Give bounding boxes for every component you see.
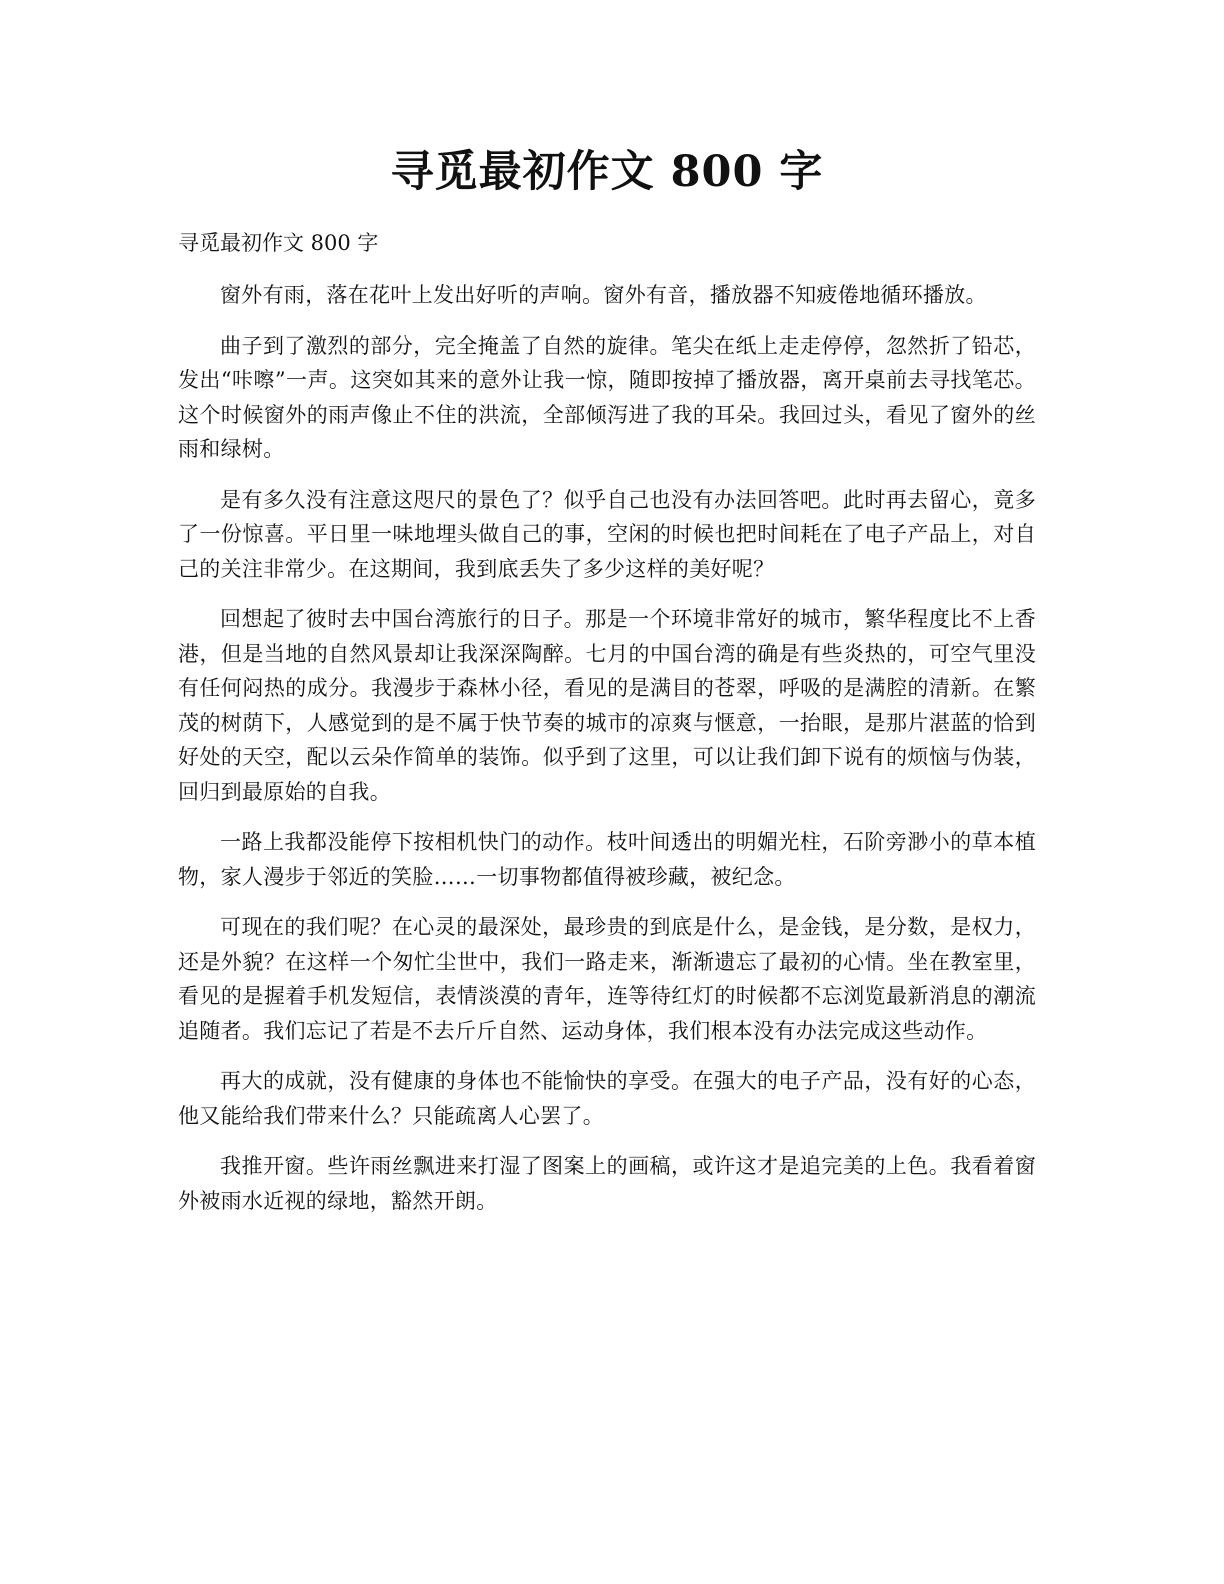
paragraph: 再大的成就，没有健康的身体也不能愉快的享受。在强大的电子产品，没有好的心态，他又能给我们带来什么？只能疏离人心罢了。 [178,1069,1036,1128]
paragraph: 我推开窗。些许雨丝飘进来打湿了图案上的画稿，或许这才是追完美的上色。我看着窗外被雨水近视的绿地，豁然开朗。 [178,1154,1036,1213]
paragraph: 一路上我都没能停下按相机快门的动作。枝叶间透出的明媚光柱，石阶旁渺小的草本植物，家人漫步于邻近的笑脸……一切事物都值得被珍藏，被纪念。 [178,830,1036,889]
document-title: 寻觅最初作文 800 字 [390,147,824,197]
paragraph: 可现在的我们呢？在心灵的最深处，最珍贵的到底是什么，是金钱，是分数，是权力，还是外貌？在这样一个匆忙尘世中，我们一路走来，渐渐遗忘了最初的心情。坐在教室里，看见的是握着手机发短信，表情淡漠的青年，连等待红灯的时候都不忘浏览最新消息的潮流追随者。我们忘记了若是不去斤斤自然、运动身体，我们根本没有办法完成这些动作。 [178,915,1036,1043]
paragraph: 窗外有雨，落在花叶上发出好听的声响。窗外有音，播放器不知疲倦地循环播放。 [220,283,987,307]
document-body [178,278,1036,1218]
paragraph: 回想起了彼时去中国台湾旅行的日子。那是一个环境非常好的城市，繁华程度比不上香港，但是当地的自然风景却让我深深陶醉。七月的中国台湾的确是有些炎热的，可空气里没有任何闷热的成分。我漫步于森林小径，看见的是满目的苍翠，呼吸的是满腔的清新。在繁茂的树荫下，人感觉到的是不属于快节奏的城市的凉爽与惬意，一抬眼，是那片湛蓝的恰到好处的天空，配以云朵作简单的装饰。似乎到了这里，可以让我们卸下说有的烦恼与伪装，回归到最原始的自我。 [178,607,1036,804]
paragraph: 曲子到了激烈的部分，完全掩盖了自然的旋律。笔尖在纸上走走停停，忽然折了铅芯，发出“咔嚓”一声。这突如其来的意外让我一惊，随即按掉了播放器，离开桌前去寻找笔芯。这个时候窗外的雨声像止不住的洪流，全部倾泻进了我的耳朵。我回过头，看见了窗外的丝雨和绿树。 [178,333,1036,461]
paragraph: 是有多久没有注意这咫尺的景色了？似乎自己也没有办法回答吧。此时再去留心，竟多了一份惊喜。平日里一味地埋头做自己的事，空闲的时候也把时间耗在了电子产品上，对自己的关注非常少。在这期间，我到底丢失了多少这样的美好呢？ [178,487,1036,581]
document-subtitle: 寻觅最初作文 800 字 [178,231,379,255]
document-page [178,140,1036,1234]
